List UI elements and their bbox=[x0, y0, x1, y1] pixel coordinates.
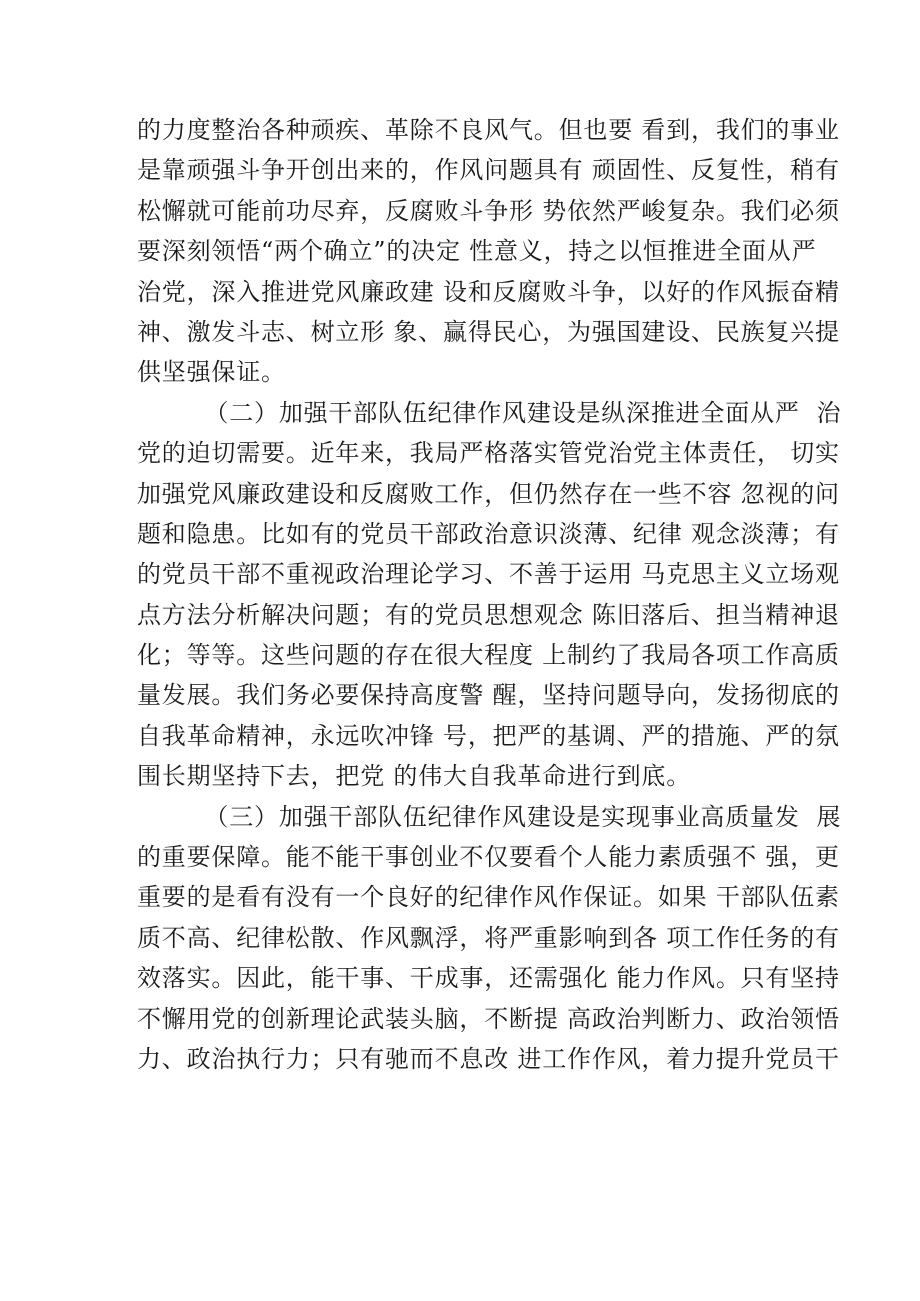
text-line: 围长期坚持下去，把党 的伟大自我革命进行到底。 bbox=[137, 762, 692, 791]
text-line: （二）加强干部队伍纪律作风建设是纵深推进全面从严 治 bbox=[137, 398, 842, 427]
text-line: 神、激发斗志、树立形 象、赢得民心，为强国建设、民族复兴提 bbox=[137, 317, 840, 346]
text-line: 力、政治执行力；只有驰而不息改 进工作作风，着力提升党员干 bbox=[137, 1044, 840, 1073]
text-line: 化；等等。这些问题的存在很大程度 上制约了我局各项工作高质 bbox=[137, 641, 840, 670]
text-line: 是靠顽强斗争开创出来的，作风问题具有 顽固性、反复性，稍有 bbox=[137, 156, 840, 185]
text-line: 量发展。我们务必要保持高度警 醒，坚持问题导向，发扬彻底的 bbox=[137, 681, 840, 710]
text-line: 松懈就可能前功尽弃，反腐败斗争形 势依然严峻复杂。我们必须 bbox=[137, 196, 840, 225]
text-line: 质不高、纪律松散、作风飘浮，将严重影响到各 项工作任务的有 bbox=[137, 923, 840, 952]
text-line: 的力度整治各种顽疾、革除不良风气。但也要 看到，我们的事业 bbox=[137, 116, 840, 144]
text-line: 治党，深入推进党风廉政建 设和反腐败斗争，以好的作风振奋精 bbox=[137, 277, 840, 306]
text-line: 供坚强保证。 bbox=[137, 358, 286, 387]
text-line: 党的迫切需要。近年来，我局严格落实管党治党主体责任， 切实 bbox=[137, 439, 840, 468]
text-line: （三）加强干部队伍纪律作风建设是实现事业高质量发 展 bbox=[137, 802, 842, 831]
text-line: 要深刻领悟“两个确立”的决定 性意义，持之以恒推进全面从严 bbox=[137, 237, 817, 266]
text-line: 不懈用党的创新理论武装头脑，不断提 高政治判断力、政治领悟 bbox=[137, 1004, 840, 1033]
body-text bbox=[137, 110, 842, 1079]
text-line: 重要的是看有没有一个良好的纪律作风作保证。如果 干部队伍素 bbox=[137, 883, 840, 912]
text-line: 加强党风廉政建设和反腐败工作，但仍然存在一些不容 忽视的问 bbox=[137, 479, 840, 508]
text-line: 的重要保障。能不能干事创业不仅要看个人能力素质强不 强，更 bbox=[137, 843, 840, 872]
text-line: 自我革命精神，永远吹冲锋 号，把严的基调、严的措施、严的氛 bbox=[137, 721, 840, 750]
text-line: 题和隐患。比如有的党员干部政治意识淡薄、纪律 观念淡薄；有 bbox=[137, 519, 840, 548]
text-line: 的党员干部不重视政治理论学习、不善于运用 马克思主义立场观 bbox=[137, 560, 840, 589]
text-line: 效落实。因此，能干事、干成事，还需强化 能力作风。只有坚持 bbox=[137, 964, 840, 993]
text-line: 点方法分析解决问题；有的党员思想观念 陈旧落后、担当精神退 bbox=[137, 600, 840, 629]
